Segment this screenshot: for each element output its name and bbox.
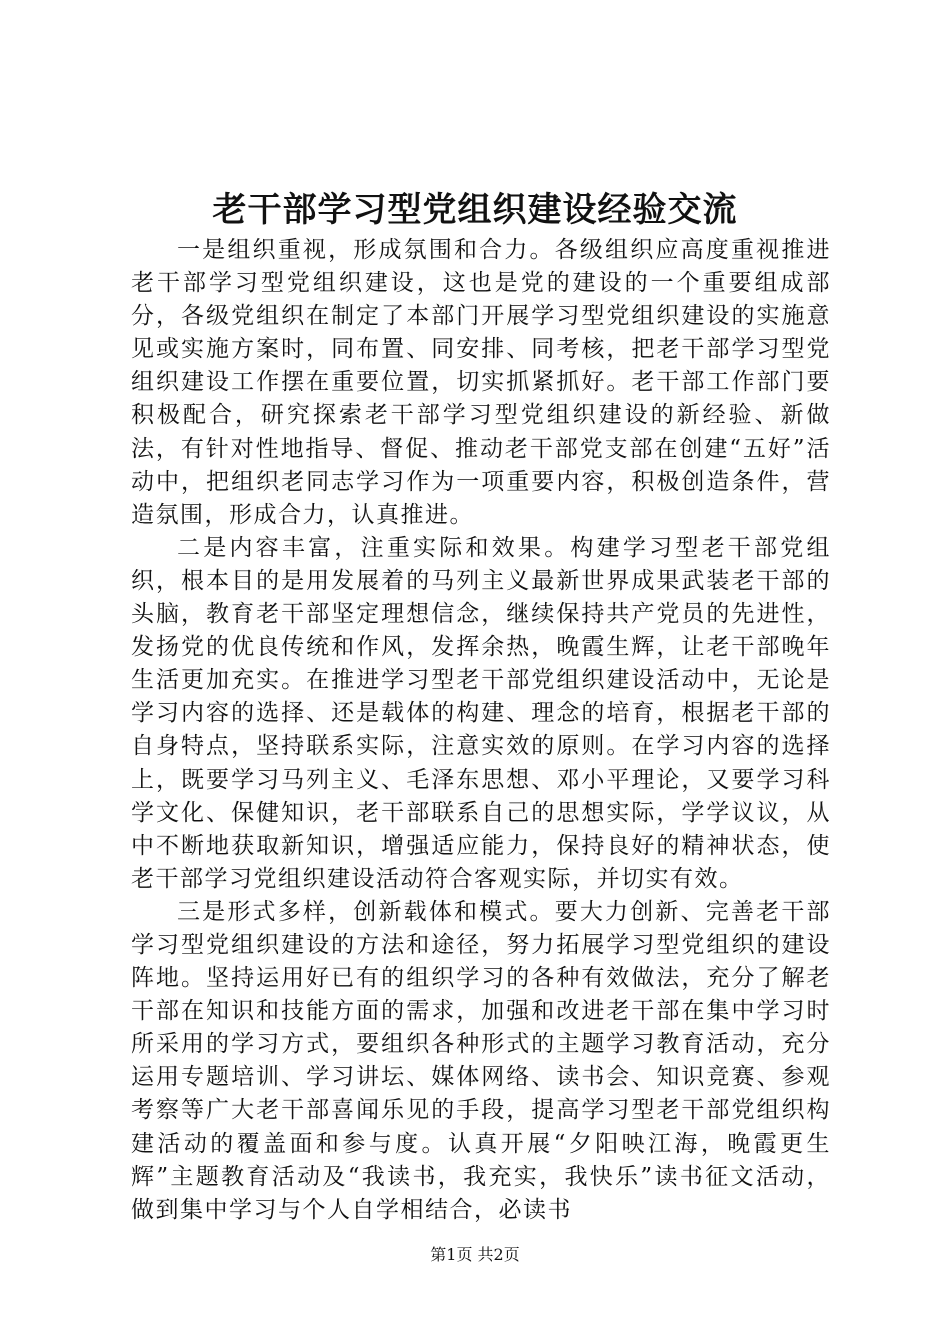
paragraph-2: 二是内容丰富，注重实际和效果。构建学习型老干部党组织，根本目的是用发展着的马列主义最新世界成果武装老干部的头脑，教育老干部坚定理想信念，继续保持共产党员的先进性，发扬党的优良传统和作风，发挥余热，晚霞生辉，让老干部晚年生活更加充实。在推进学习型老干部党组织建设活动中，无论是学习内容的选择、还是载体的构建、理念的培育，根据老干部的自身特点，坚持联系实际，注意实效的原则。在学习内容的选择上，既要学习马列主义、毛泽东思想、邓小平理论，又要学习科学文化、保健知识，老干部联系自己的思想实际，学学议议，从中不断地获取新知识，增强适应能力，保持良好的精神状态，使老干部学习党组织建设活动符合客观实际，并切实有效。 bbox=[131, 534, 831, 892]
paragraph-1: 一是组织重视，形成氛围和合力。各级组织应高度重视推进老干部学习型党组织建设，这也是党的建设的一个重要组成部分，各级党组织在制定了本部门开展学习型党组织建设的实施意见或实施方案时，同布置、同安排、同考核，把老干部学习型党组织建设工作摆在重要位置，切实抓紧抓好。老干部工作部门要积极配合，研究探索老干部学习型党组织建设的新经验、新做法，有针对性地指导、督促、推动老干部党支部在创建“五好”活动中，把组织老同志学习作为一项重要内容，积极创造条件，营造氛围，形成合力，认真推进。 bbox=[131, 237, 831, 528]
page-title: 老干部学习型党组织建设经验交流 bbox=[212, 190, 738, 230]
paragraph-3: 三是形式多样，创新载体和模式。要大力创新、完善老干部学习型党组织建设的方法和途径，努力拓展学习型党组织的建设阵地。坚持运用好已有的组织学习的各种有效做法，充分了解老干部在知识和技能方面的需求，加强和改进老干部在集中学习时所采用的学习方式，要组织各种形式的主题学习教育活动，充分运用专题培训、学习讲坛、媒体网络、读书会、知识竞赛、参观考察等广大老干部喜闻乐见的手段，提高学习型老干部党组织构建活动的覆盖面和参与度。认真开展“夕阳映江海，晚霞更生辉”主题教育活动及“我读书，我充实，我快乐”读书征文活动，做到集中学习与个人自学相结合，必读书 bbox=[131, 898, 831, 1223]
document-body bbox=[131, 234, 831, 1227]
page-footer: 第1页 共2页 bbox=[430, 1245, 520, 1264]
